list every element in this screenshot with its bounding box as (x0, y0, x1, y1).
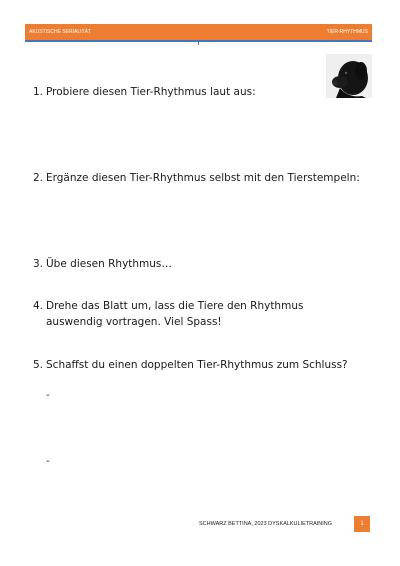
task-number: 3. (33, 258, 44, 270)
answer-dash-1: - (46, 390, 50, 401)
page-number-badge: 1 (354, 516, 370, 532)
task-number: 2. (33, 172, 44, 184)
task-number: 1. (33, 86, 44, 98)
answer-dash-2: - (46, 456, 50, 467)
header-right-title: TIER-RHYTHMUS (326, 29, 368, 35)
header-divider (198, 42, 199, 45)
task-2 (33, 170, 363, 186)
task-text: Ergänze diesen Tier-Rhythmus selbst mit den Tierstempeln: (46, 172, 360, 184)
task-number: 5. (33, 359, 44, 371)
header-left-title: AKUSTISCHE SERIALITÄT (29, 29, 91, 35)
task-4 (33, 298, 363, 330)
task-1 (33, 84, 363, 100)
header-bar (25, 24, 372, 40)
task-text: Drehe das Blatt um, lass die Tiere den Rhythmus auswendig vortragen. Viel Spass! (46, 300, 304, 328)
task-number: 4. (33, 300, 44, 312)
task-3 (33, 256, 363, 272)
task-text: Probiere diesen Tier-Rhythmus laut aus: (46, 86, 256, 98)
footer-credit: SCHWARZ BETTINA, 2023 DYSKALKULIETRAINING (199, 521, 333, 527)
task-5 (33, 357, 363, 373)
task-text: Schaffst du einen doppelten Tier-Rhythmus zum Schluss? (46, 359, 348, 371)
task-text: Übe diesen Rhythmus… (46, 258, 172, 270)
